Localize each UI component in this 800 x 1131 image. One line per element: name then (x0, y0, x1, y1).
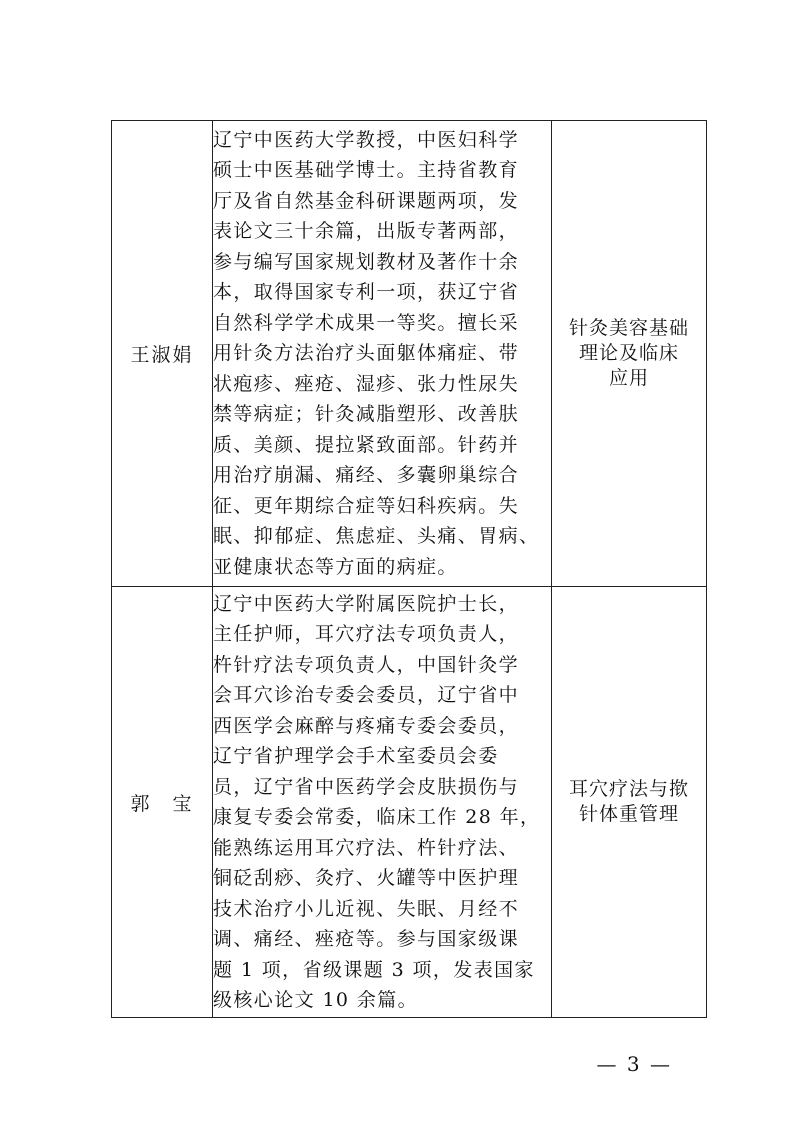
bio-line: 参与编写国家规划教材及著作十余 (213, 250, 520, 273)
expert-bio (213, 587, 552, 1018)
bio-line: 杵针疗法专项负责人，中国针灸学 (213, 653, 520, 676)
bio-line: 会耳穴诊治专委会委员，辽宁省中 (213, 684, 520, 706)
bio-line: 技术治疗小儿近视、失眠、月经不 (213, 897, 520, 920)
bio-line: 用针灸方法治疗头面躯体痛症、带 (213, 342, 520, 365)
topic-line: 针灸美容基础 (568, 317, 689, 339)
table-row (112, 121, 707, 587)
expert-topic (552, 587, 707, 1018)
topic-line: 针体重管理 (578, 803, 679, 825)
bio-line: 员，辽宁省中医药学会皮肤损伤与 (213, 775, 520, 798)
expert-name: 郭 宝 (112, 587, 213, 1018)
page-number: — 3 — (596, 1052, 672, 1076)
table-row (112, 587, 707, 1018)
expert-table (111, 120, 707, 1018)
bio-line: 亚健康状态等方面的病症。 (213, 555, 458, 578)
topic-line: 耳穴疗法与揿 (568, 778, 689, 800)
bio-line: 铜砭刮痧、灸疗、火罐等中医护理 (213, 867, 520, 889)
expert-bio (213, 121, 552, 587)
bio-line: 本，取得国家专利一项，获辽宁省 (213, 281, 520, 304)
bio-line: 自然科学学术成果一等奖。擅长采 (213, 311, 520, 334)
bio-line: 表论文三十余篇，出版专著两部， (213, 220, 520, 243)
expert-name: 王淑娟 (112, 121, 213, 587)
bio-line: 康复专委会常委，临床工作 28 年， (213, 806, 541, 828)
bio-line: 西医学会麻醉与疼痛专委会委员， (213, 714, 520, 737)
bio-line: 用治疗崩漏、痛经、多囊卵巢综合 (213, 464, 520, 487)
bio-line: 硕士中医基础学博士。主持省教育 (213, 159, 520, 182)
bio-line: 能熟练运用耳穴疗法、杵针疗法、 (213, 836, 520, 859)
expert-topic (552, 121, 707, 587)
bio-line: 主任护师，耳穴疗法专项负责人， (213, 623, 520, 645)
topic-line: 理论及临床 (578, 342, 679, 364)
bio-line: 调、痛经、痤疮等。参与国家级课 (213, 928, 520, 950)
bio-line: 禁等病症；针灸减脂塑形、改善肤 (213, 403, 520, 426)
bio-line: 状疱疹、痤疮、湿疹、张力性尿失 (213, 372, 520, 395)
bio-line: 辽宁省护理学会手术室委员会委 (213, 745, 499, 767)
topic-line: 应用 (608, 367, 649, 389)
bio-line: 辽宁中医药大学附属医院护士长， (213, 592, 520, 615)
bio-line: 眠、抑郁症、焦虑症、头痛、胃病、 (213, 525, 540, 548)
bio-line: 题 1 项，省级课题 3 项，发表国家 (213, 958, 535, 981)
bio-line: 质、美颜、提拉紧致面部。针药并 (213, 433, 520, 456)
bio-line: 征、更年期综合症等妇科疾病。失 (213, 494, 520, 517)
bio-line: 级核心论文 10 余篇。 (213, 989, 419, 1011)
bio-line: 厅及省自然基金科研课题两项，发 (213, 189, 520, 212)
bio-line: 辽宁中医药大学教授，中医妇科学 (213, 128, 520, 151)
